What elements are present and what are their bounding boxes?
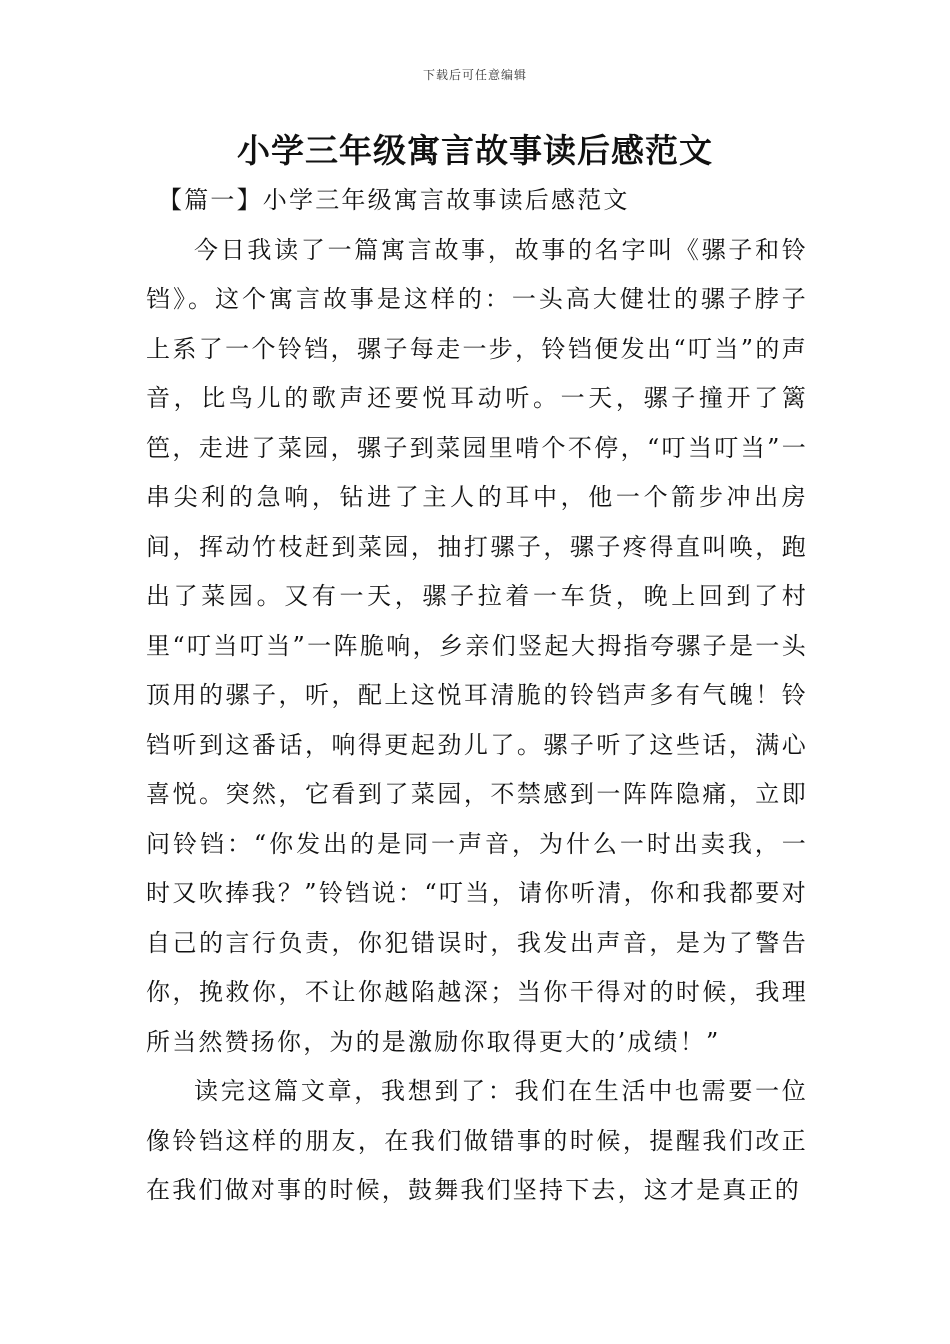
header-note: 下载后可任意编辑 <box>422 68 527 82</box>
document-body <box>146 176 808 1216</box>
page-title: 小学三年级寓言故事读后感范文 <box>237 131 713 170</box>
paragraph-2: 读完这篇文章，我想到了：我们在生活中也需要一位像铃铛这样的朋友，在我们做错事的时候，提醒我们改正在我们做对事的时候，鼓舞我们坚持下去，这才是真正的 <box>146 1077 808 1204</box>
section-heading: 【篇一】小学三年级寓言故事读后感范文 <box>158 186 630 214</box>
paragraph-1: 今日我读了一篇寓言故事，故事的名字叫《骡子和铃铛》。这个寓言故事是这样的：一头高大健壮的骡子脖子上系了一个铃铛，骡子每走一步，铃铛便发出“叮当”的声音，比鸟儿的歌声还要悦耳动听。一天，骡子撞开了篱笆，走进了菜园，骡子到菜园里啃个不停，“叮当叮当”一串尖利的急响，钻进了主人的耳中，他一个箭步冲出房间，挥动竹枝赶到菜园，抽打骡子，骡子疼得直叫唤，跑出了菜园。又有一天，骡子拉着一车货，晚上回到了村里“叮当叮当”一阵脆响，乡亲们竖起大拇指夸骡子是一头顶用的骡子，听，配上这悦耳清脆的铃铛声多有气魄！铃铛听到这番话，响得更起劲儿了。骡子听了这些话，满心喜悦。突然，它看到了菜园，不禁感到一阵阵隐痛，立即问铃铛：“你发出的是同一声音，为什么一时出卖我，一时又吹捧我？”铃铛说：“叮当，请你听清，你和我都要对自己的言行负责，你犯错误时，我发出声音，是为了警告你，挽救你，不让你越陷越深；当你干得对的时候，我理所当然赞扬你，为的是激励你取得更大的’成绩！” <box>146 235 808 1056</box>
